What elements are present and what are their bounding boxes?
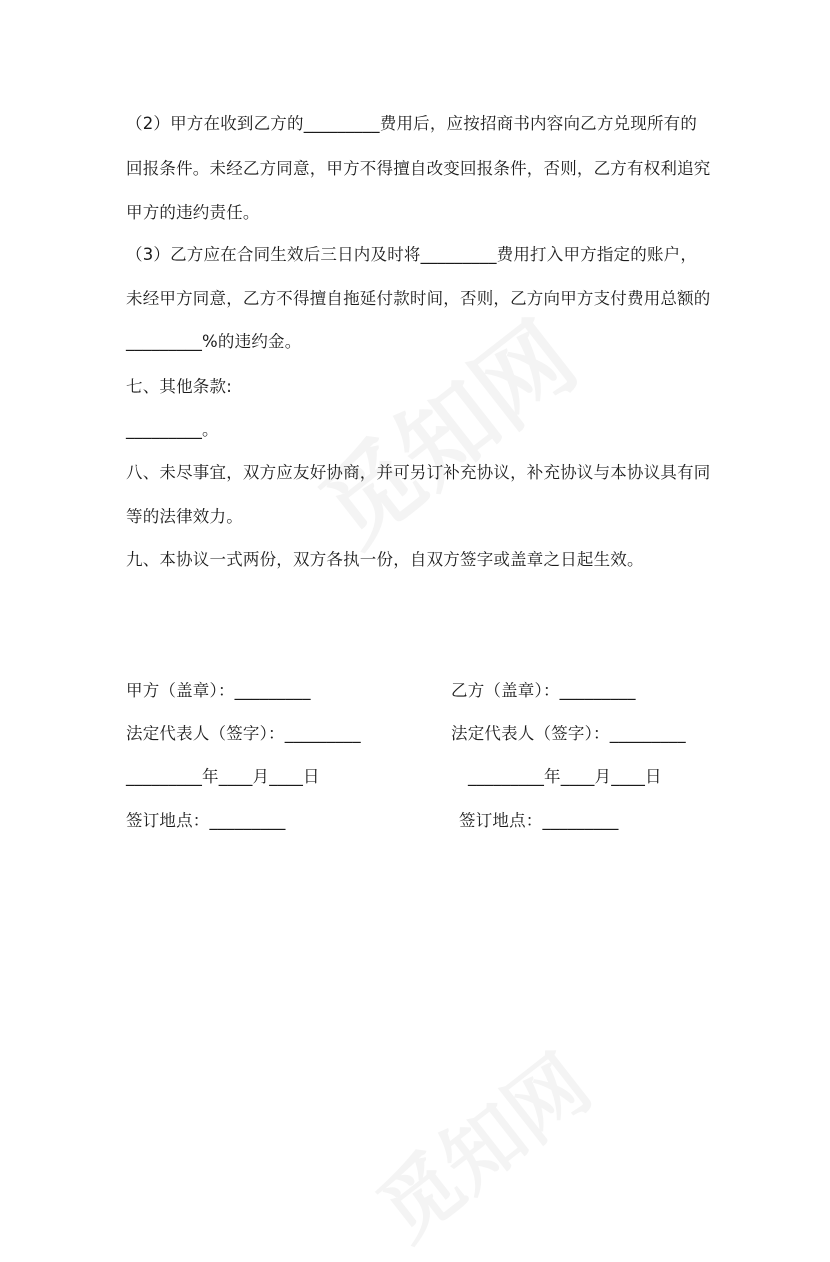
watermark: [288, 286, 599, 571]
party-b-date: _________年____月____日: [468, 767, 662, 786]
clause-2-line-1: （2）甲方在收到乙方的_________费用后，应按招商书内容向乙方兑现所有的: [126, 114, 698, 133]
section-9: 九、本协议一式两份，双方各执一份，自双方签字或盖章之日起生效。: [126, 550, 644, 569]
watermark-bottom: [350, 1023, 610, 1261]
clause-2-line-2: 回报条件。未经乙方同意，甲方不得擅自改变回报条件，否则，乙方有权利追究: [126, 159, 711, 178]
section-7-blank: _________。: [126, 420, 219, 439]
party-b-representative: 法定代表人（签字）：_________: [451, 724, 686, 743]
party-b-place: 签订地点：_________: [459, 811, 619, 830]
party-a-representative: 法定代表人（签字）：_________: [126, 724, 361, 743]
clause-3-line-1: （3）乙方应在合同生效后三日内及时将_________费用打入甲方指定的账户，: [126, 245, 698, 264]
party-a-seal: 甲方（盖章）：_________: [126, 681, 311, 700]
clause-3-line-3: _________%的违约金。: [126, 332, 302, 351]
party-b-seal: 乙方（盖章）：_________: [451, 681, 636, 700]
section-8-line-1: 八、未尽事宜，双方应友好协商，并可另订补充协议，补充协议与本协议具有同: [126, 463, 711, 482]
party-a-date: _________年____月____日: [126, 767, 320, 786]
clause-2-line-3: 甲方的违约责任。: [126, 203, 260, 222]
clause-3-line-2: 未经甲方同意，乙方不得擅自拖延付款时间，否则，乙方向甲方支付费用总额的: [126, 289, 711, 308]
section-7-title: 七、其他条款:: [126, 377, 232, 396]
party-a-place: 签订地点：_________: [126, 811, 286, 830]
section-8-line-2: 等的法律效力。: [126, 507, 243, 526]
